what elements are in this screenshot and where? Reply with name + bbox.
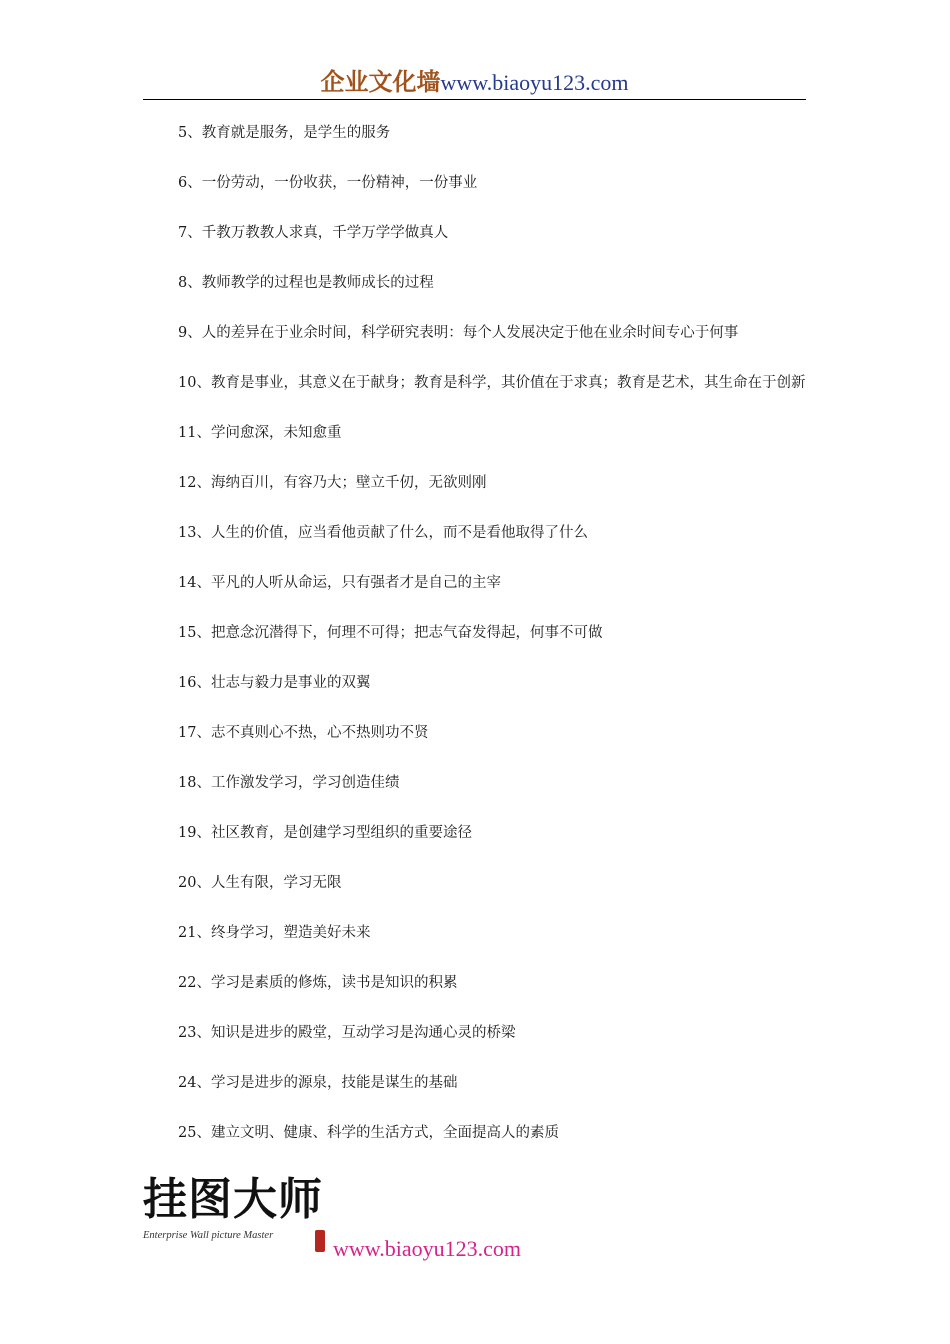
brand-logo xyxy=(143,1172,333,1262)
slogan-item-23: 23、知识是进步的殿堂，互动学习是沟通心灵的桥梁 xyxy=(178,1025,516,1041)
seal-stamp-icon xyxy=(315,1230,325,1252)
slogan-item-24: 24、学习是进步的源泉，技能是谋生的基础 xyxy=(178,1075,458,1091)
slogan-item-16: 16、壮志与毅力是事业的双翼 xyxy=(178,675,371,691)
header-url-link[interactable]: www.biaoyu123.com xyxy=(440,70,629,95)
slogan-item-5: 5、教育就是服务，是学生的服务 xyxy=(178,125,391,141)
slogan-list xyxy=(143,120,806,1170)
slogan-item-12: 12、海纳百川，有容乃大；壁立千仞，无欲则刚 xyxy=(178,475,487,491)
page-footer xyxy=(143,1172,563,1272)
slogan-item-8: 8、教师教学的过程也是教师成长的过程 xyxy=(178,275,434,291)
header-title: 企业文化墙 xyxy=(320,68,441,96)
slogan-item-14: 14、平凡的人听从命运，只有强者才是自己的主宰 xyxy=(178,575,501,591)
slogan-item-22: 22、学习是素质的修炼，读书是知识的积累 xyxy=(178,975,458,991)
page-header xyxy=(143,62,806,102)
slogan-item-18: 18、工作激发学习，学习创造佳绩 xyxy=(178,775,400,791)
slogan-item-20: 20、人生有限，学习无限 xyxy=(178,875,342,891)
slogan-item-6: 6、一份劳动，一份收获，一份精神，一份事业 xyxy=(178,175,478,191)
slogan-item-25: 25、建立文明、健康、科学的生活方式，全面提高人的素质 xyxy=(178,1125,559,1141)
header-divider xyxy=(143,99,806,100)
slogan-item-9: 9、人的差异在于业余时间，科学研究表明：每个人发展决定于他在业余时间专心于何事 xyxy=(178,325,739,341)
slogan-item-15: 15、把意念沉潜得下，何理不可得；把志气奋发得起，何事不可做 xyxy=(178,625,603,641)
slogan-item-7: 7、千教万教教人求真，千学万学学做真人 xyxy=(178,225,449,241)
slogan-item-13: 13、人生的价值，应当看他贡献了什么，而不是看他取得了什么 xyxy=(178,525,588,541)
slogan-item-17: 17、志不真则心不热，心不热则功不贤 xyxy=(178,725,429,741)
slogan-item-11: 11、学问愈深，未知愈重 xyxy=(178,425,342,441)
logo-calligraphy: 挂图大师 xyxy=(143,1174,323,1225)
slogan-item-10: 10、教育是事业，其意义在于献身；教育是科学，其价值在于求真；教育是艺术，其生命在于创新 xyxy=(178,375,806,391)
slogan-item-19: 19、社区教育，是创建学习型组织的重要途径 xyxy=(178,825,472,841)
slogan-item-21: 21、终身学习，塑造美好未来 xyxy=(178,925,371,941)
footer-url-link[interactable]: www.biaoyu123.com xyxy=(333,1236,521,1261)
logo-subtitle: Enterprise Wall picture Master xyxy=(143,1230,274,1241)
